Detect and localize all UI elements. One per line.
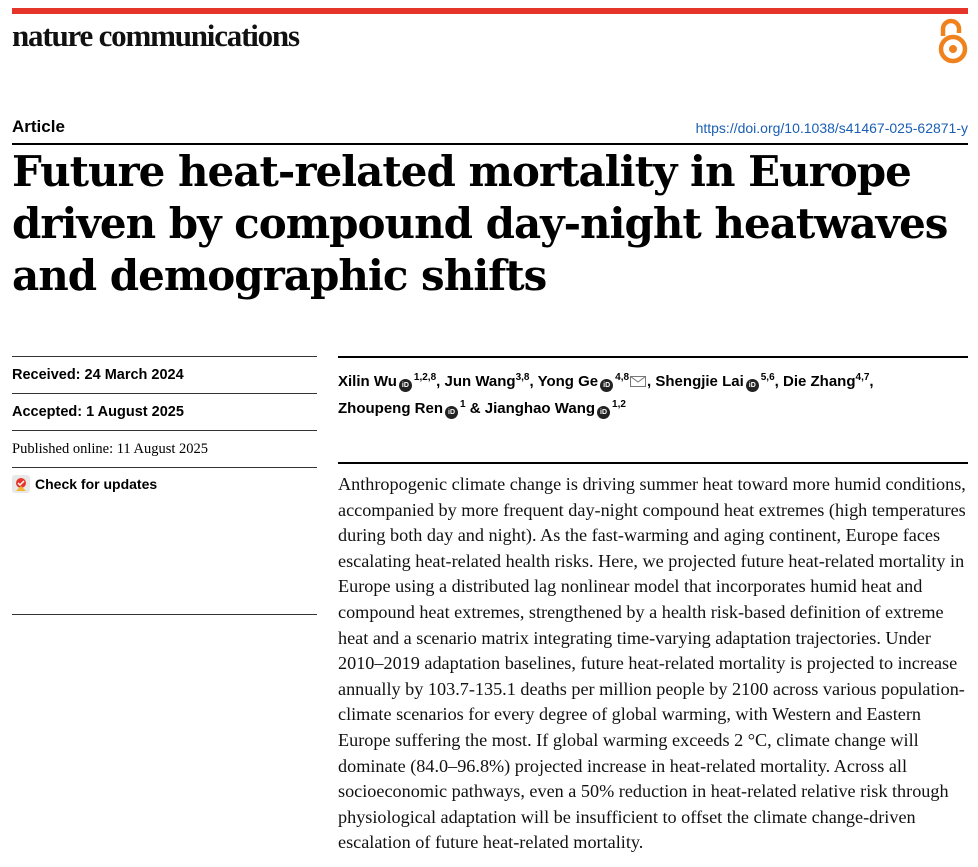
author-affiliation: 4,8	[615, 372, 630, 383]
author-affiliation: 3,8	[515, 372, 530, 383]
author-affiliation: 5,6	[760, 372, 775, 383]
orcid-icon[interactable]: iD	[399, 379, 412, 392]
orcid-icon[interactable]: iD	[597, 406, 610, 419]
author-list	[338, 366, 968, 420]
journal-name[interactable]: nature communications	[12, 18, 299, 53]
abstract-text: Anthropogenic climate change is driving summer heat toward more humid conditions, accompanied by more frequent day-night compound heat extremes (high temperatures during both day and night). As the fast-warming and aging continent, Europe faces escalating heat-related health risks. Here, we projected future heat-related mortality in Europe using a distributed lag nonlinear model that incorporates humid heat and compound heat extremes, strengthened by a health risk-based definition of extreme heat and a scenario matrix integrating time-varying adaptation trajectories. Under 2010–2019 adaptation baselines, future heat-related mortality is projected to increase annually by 103.7-135.1 deaths per million people by 2100 across various population-climate scenarios for every degree of global warming, with Western and Eastern Europe suffering the most. If global warming exceeds 2 °C, climate change will dominate (84.0–96.8%) projected increase in heat-related mortality. Across all socioeconomic pathways, even a 50% reduction in heat-related relative risk through physiological adaptation will be insufficient to offset the climate change-driven escalation of future heat-related mortality.	[338, 474, 966, 853]
author-name[interactable]: Shengjie Lai	[655, 373, 744, 390]
journal-accent-bar	[12, 8, 968, 14]
authors-divider	[338, 356, 968, 358]
author-name[interactable]: Die Zhang	[783, 373, 856, 390]
abstract-divider	[338, 462, 968, 464]
author-affiliation: 4,7	[855, 372, 870, 383]
check-for-updates[interactable]	[12, 467, 317, 615]
received-date: Received: 24 March 2024	[12, 356, 317, 393]
article-title	[12, 146, 962, 302]
author-separator: ,	[436, 373, 445, 390]
author-name[interactable]: Jianghao Wang	[484, 400, 596, 417]
article-main	[338, 356, 968, 856]
article-dates	[12, 356, 317, 615]
author-name[interactable]: Xilin Wu	[338, 373, 397, 390]
check-for-updates-label: Check for updates	[35, 476, 158, 492]
open-access-icon	[936, 16, 970, 66]
header-divider	[12, 143, 968, 145]
author-separator: ,	[529, 373, 538, 390]
mail-icon[interactable]	[630, 376, 646, 387]
author-name[interactable]: Jun Wang	[444, 373, 516, 390]
article-type: Article	[12, 117, 65, 136]
doi-link[interactable]: https://doi.org/10.1038/s41467-025-62871-y	[695, 120, 968, 136]
author-separator: ,	[647, 373, 656, 390]
accepted-date: Accepted: 1 August 2025	[12, 393, 317, 430]
author-affiliation: 1,2,8	[413, 372, 437, 383]
title-line: driven by compound day-night heatwaves	[12, 199, 948, 248]
orcid-icon[interactable]: iD	[445, 406, 458, 419]
author-name[interactable]: Zhoupeng Ren	[338, 400, 443, 417]
author-affiliation: 1,2	[612, 399, 626, 410]
title-line: and demographic shifts	[12, 251, 547, 300]
orcid-icon[interactable]: iD	[746, 379, 759, 392]
title-line: Future heat-related mortality in Europe	[12, 147, 911, 196]
published-date: Published online: 11 August 2025	[12, 430, 317, 467]
orcid-icon[interactable]: iD	[600, 379, 613, 392]
author-separator: &	[465, 400, 485, 417]
author-separator: ,	[869, 373, 874, 390]
author-separator: ,	[774, 373, 783, 390]
author-affiliation: 1	[460, 399, 466, 410]
author-name[interactable]: Yong Ge	[537, 373, 599, 390]
crossmark-icon	[12, 475, 30, 493]
